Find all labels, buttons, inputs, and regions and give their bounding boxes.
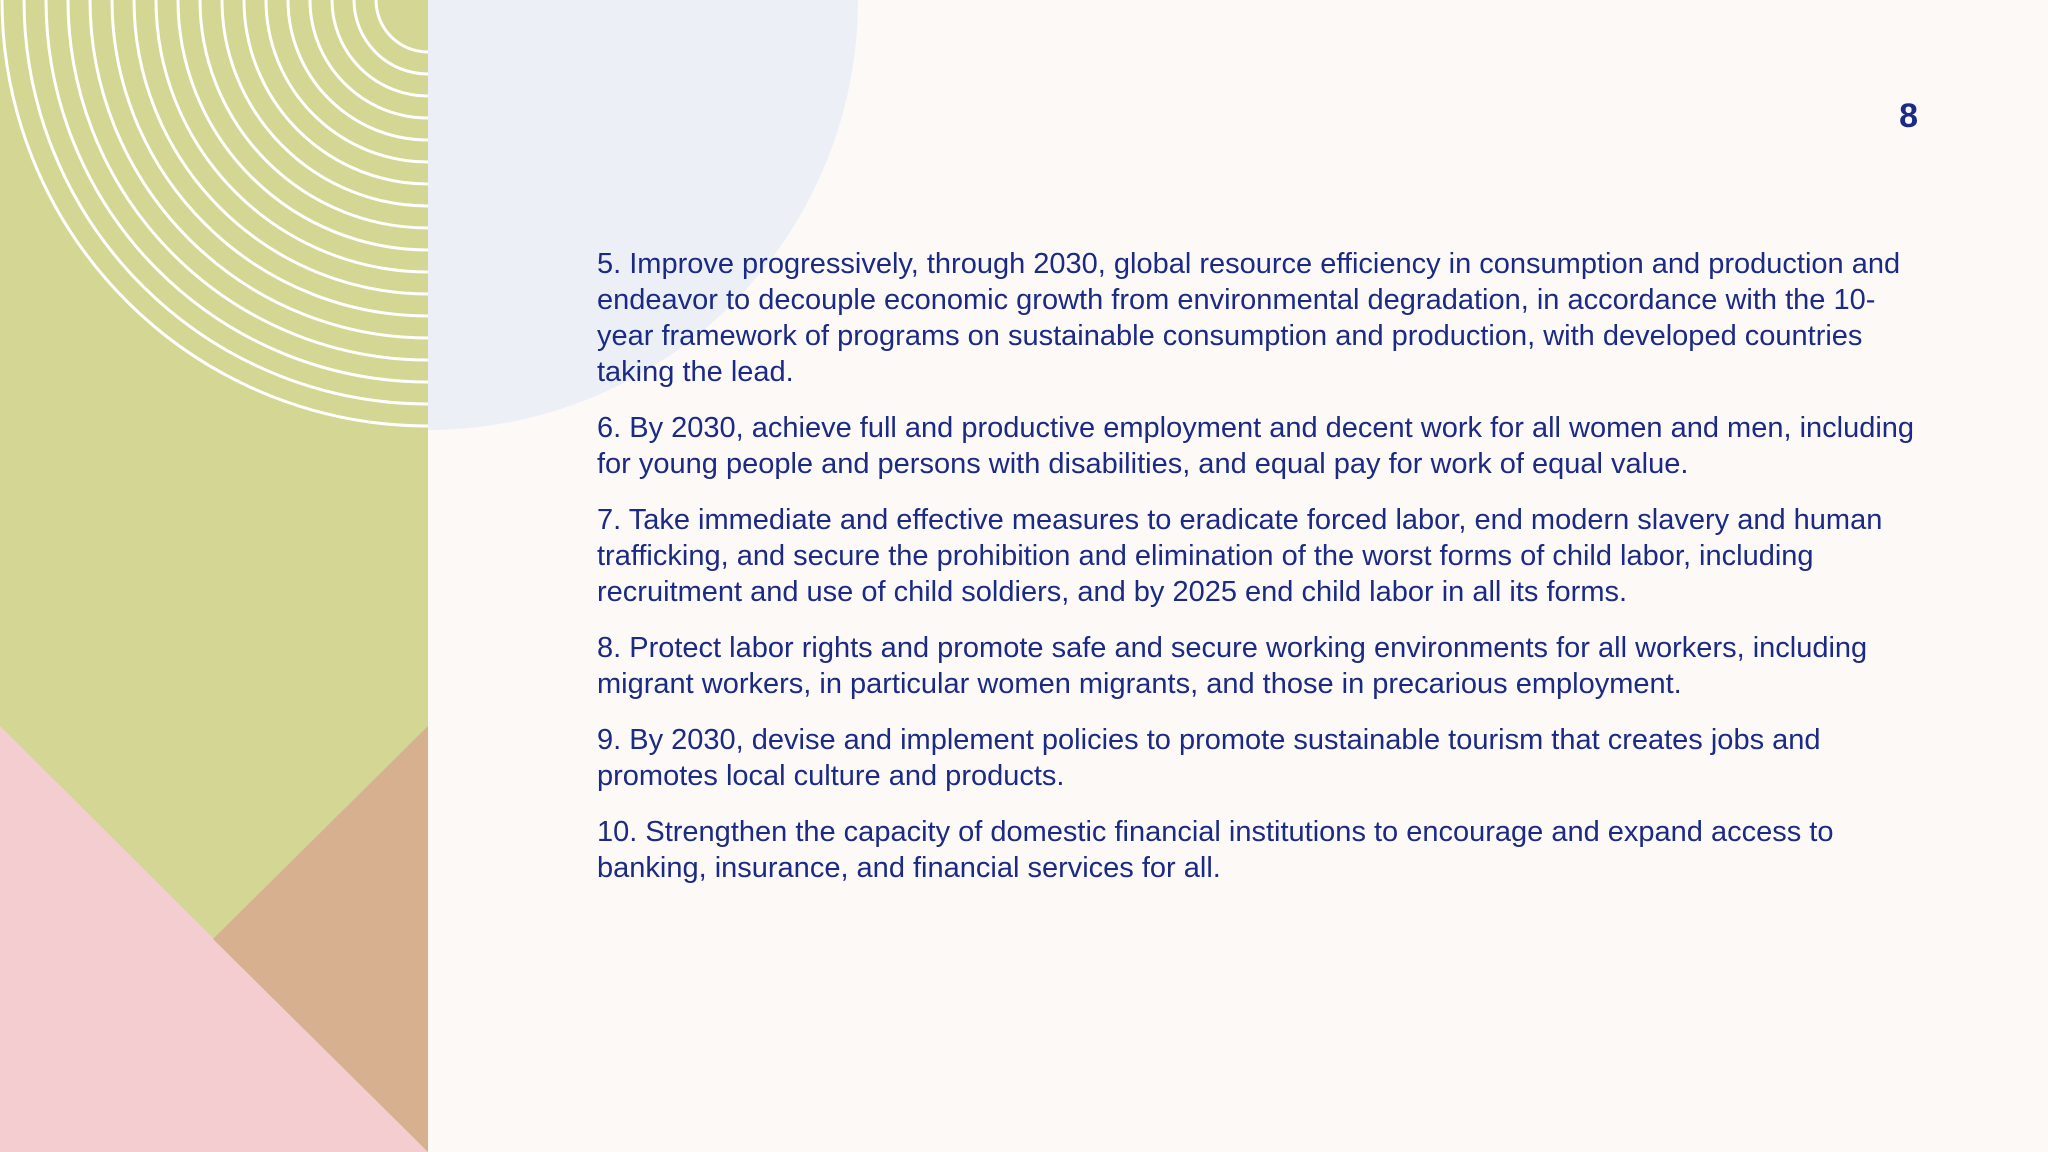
target-item-10: 10. Strengthen the capacity of domestic financial institutions to encourage and expand access to banking, insurance, and financial services for all. bbox=[597, 816, 1834, 884]
page-number: 8 bbox=[1899, 97, 1918, 135]
target-list bbox=[597, 246, 1917, 906]
target-item-9: 9. By 2030, devise and implement policies to promote sustainable tourism that creates jobs and promotes local culture and products. bbox=[597, 724, 1821, 792]
target-item-6: 6. By 2030, achieve full and productive employment and decent work for all women and men, including for young people and persons with disabilities, and equal pay for work of equal value. bbox=[597, 412, 1915, 480]
target-item-5: 5. Improve progressively, through 2030, global resource efficiency in consumption and production and endeavor to decouple economic growth from environmental degradation, in accordance with the 10-year framework of programs on sustainable consumption and production, with developed countries taking the lead. bbox=[597, 248, 1901, 388]
target-item-7: 7. Take immediate and effective measures to eradicate forced labor, end modern slavery and human trafficking, and secure the prohibition and elimination of the worst forms of child labor, including recruitment and use of child soldiers, and by 2025 end child labor in all its forms. bbox=[597, 504, 1883, 608]
target-item-8: 8. Protect labor rights and promote safe and secure working environments for all workers, including migrant workers, in particular women migrants, and those in precarious employment. bbox=[597, 632, 1868, 700]
